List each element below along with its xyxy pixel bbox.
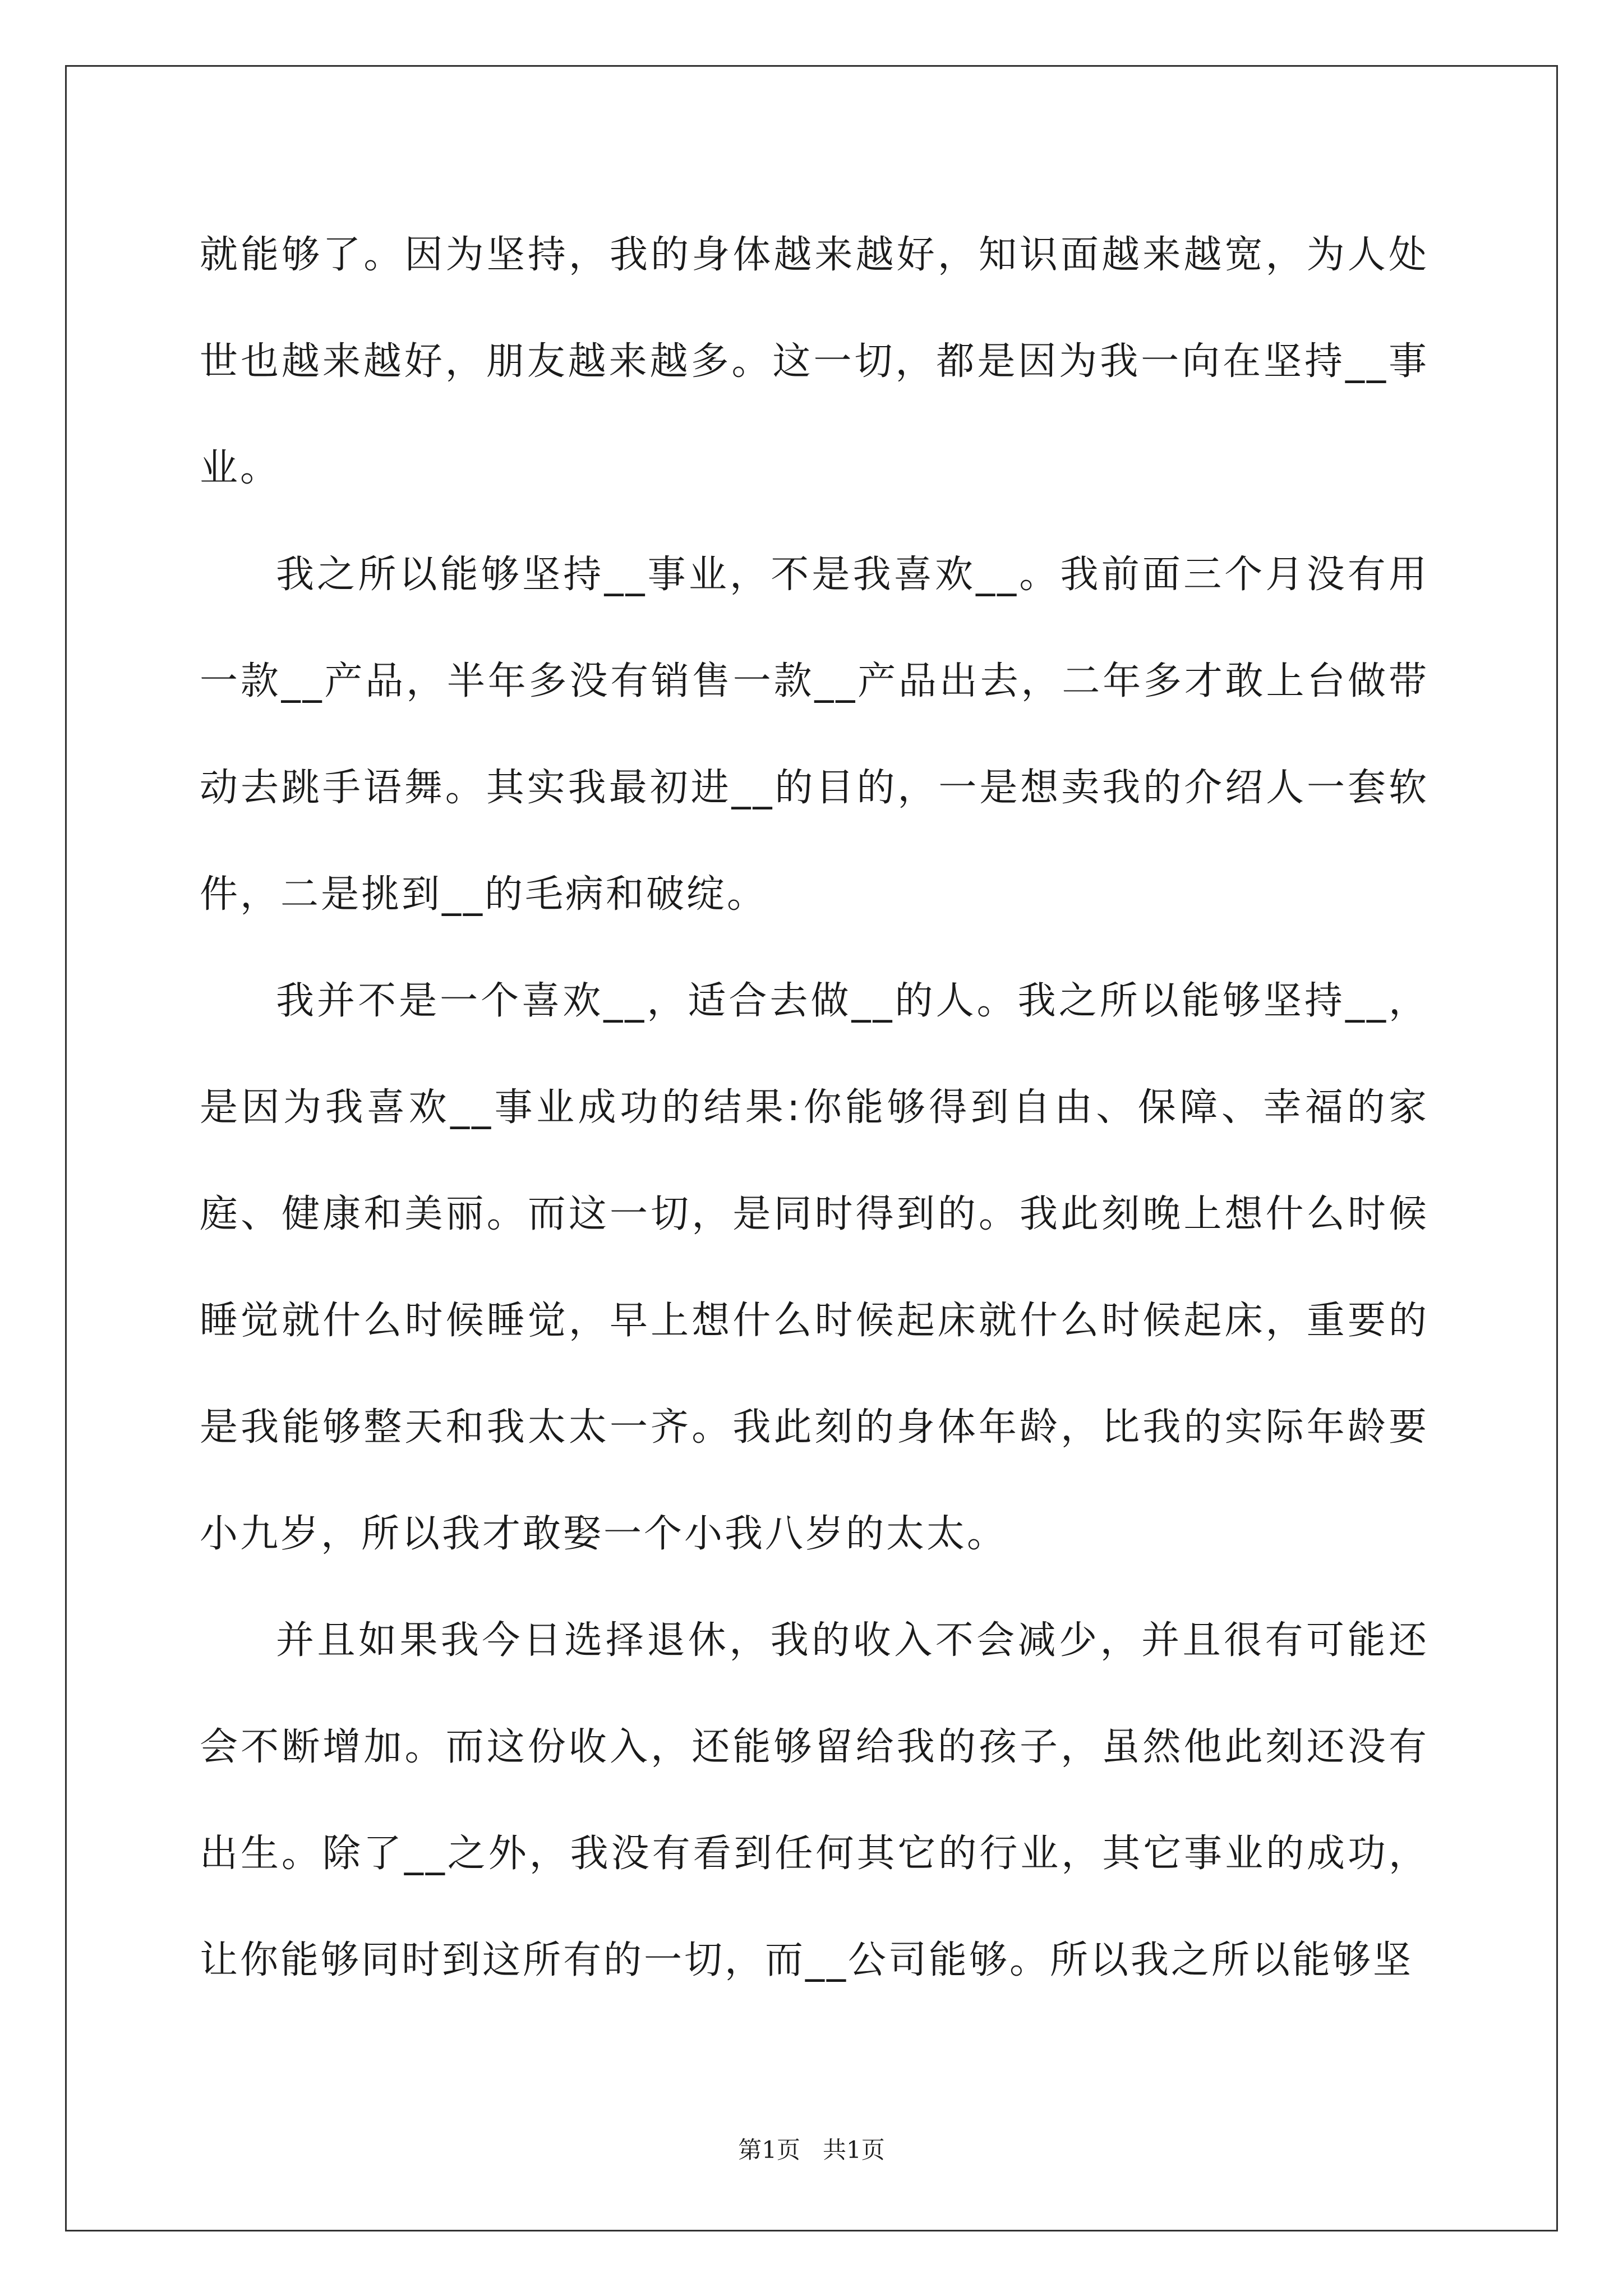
paragraph-4: 并且如果我今日选择退休，我的收入不会减少，并且很有可能还会不断增加。而这份收入，还能够留给我的孩子，虽然他此刻还没有出生。除了__之外，我没有看到任何其它的行业，其它事业的成功，让你能够同时到这所有的一切，而__公司能够。所以我之所以能够坚 <box>200 1618 1429 1982</box>
document-body <box>200 202 1429 2014</box>
paragraph-3: 我并不是一个喜欢__，适合去做__的人。我之所以能够坚持__，是因为我喜欢__事业成功的结果:你能够得到自由、保障、幸福的家庭、健康和美丽。而这一切，是同时得到的。我此刻晚上想什么时候睡觉就什么时候睡觉，早上想什么时候起床就什么时候起床，重要的是我能够整天和我太太一齐。我此刻的身体年龄，比我的实际年龄要小九岁，所以我才敢娶一个小我八岁的太太。 <box>200 979 1429 1556</box>
paragraph-1: 就能够了。因为坚持，我的身体越来越好，知识面越来越宽，为人处世也越来越好，朋友越来越多。这一切，都是因为我一向在坚持__事业。 <box>200 233 1429 490</box>
paragraph-2: 我之所以能够坚持__事业，不是我喜欢__。我前面三个月没有用一款__产品，半年多没有销售一款__产品出去，二年多才敢上台做带动去跳手语舞。其实我最初进__的目的，一是想卖我的介绍人一套软件，二是挑到__的毛病和破绽。 <box>200 553 1429 917</box>
page-number-footer: 第1页 共1页 <box>738 2136 885 2164</box>
